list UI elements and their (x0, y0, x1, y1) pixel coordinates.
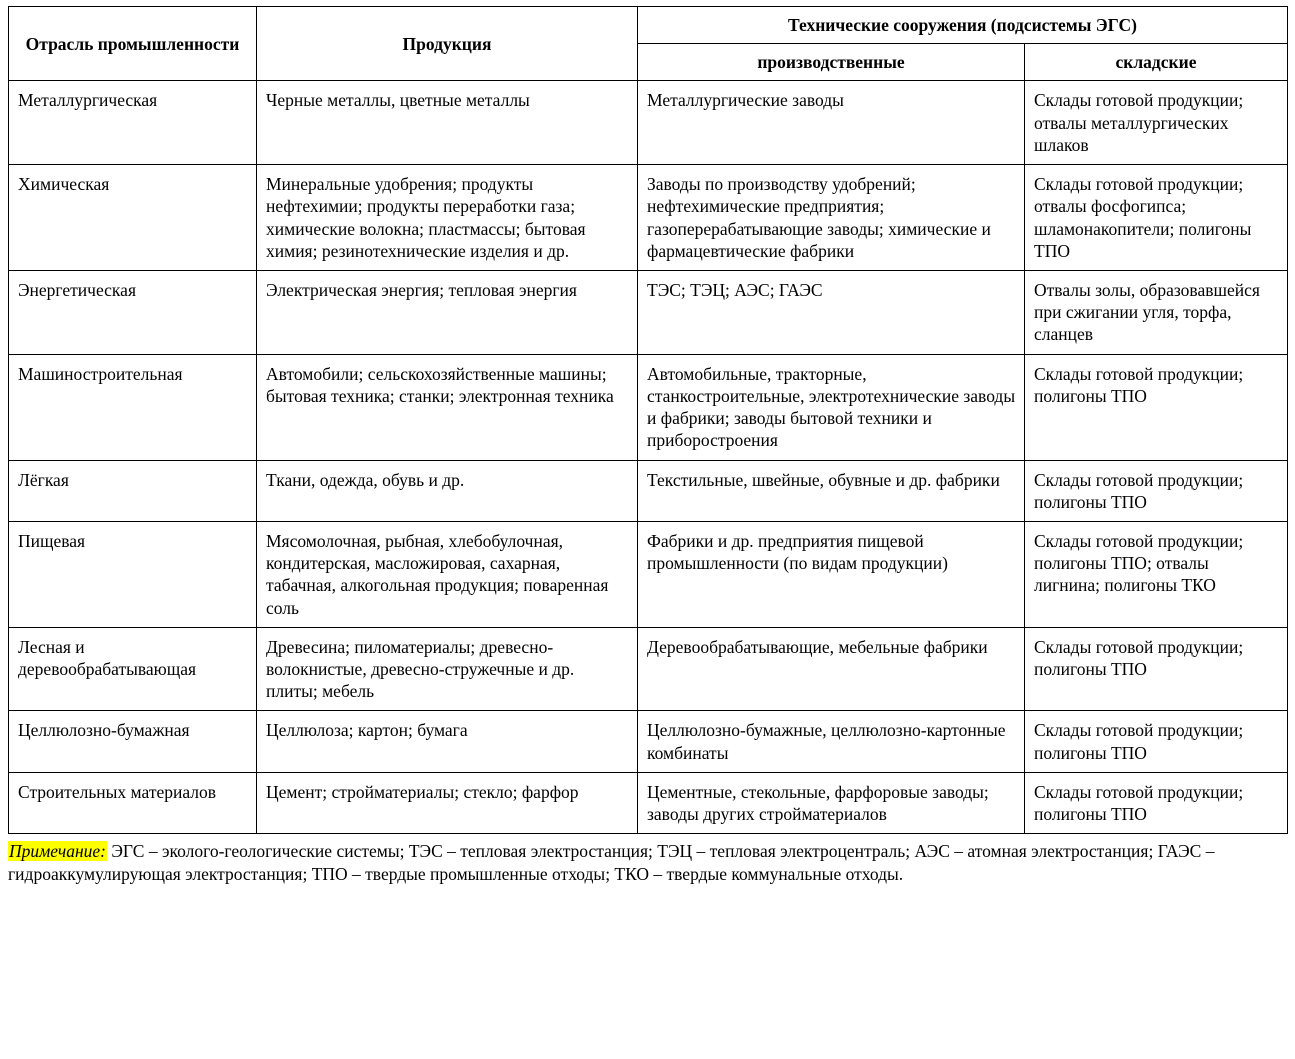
cell-storage: Склады готовой продукции; отвалы металлургических шлаков (1025, 81, 1288, 165)
cell-products: Целлюлоза; картон; бумага (257, 711, 638, 772)
cell-branch: Машиностроительная (9, 354, 257, 460)
cell-products: Электрическая энергия; тепловая энергия (257, 270, 638, 354)
header-row-top (9, 7, 1288, 44)
cell-storage: Склады готовой продукции; полигоны ТПО (1025, 627, 1288, 711)
cell-production: Деревообрабатывающие, мебельные фабрики (638, 627, 1025, 711)
industry-table (8, 6, 1288, 834)
cell-products: Древесина; пиломатериалы; древесно-волокнистые, древесно-стружечные и др. плиты; мебель (257, 627, 638, 711)
table-header (9, 7, 1288, 81)
cell-storage: Склады готовой продукции; полигоны ТПО (1025, 711, 1288, 772)
header-products: Продукция (257, 7, 638, 81)
cell-production: Металлургические заводы (638, 81, 1025, 165)
table-row (9, 270, 1288, 354)
cell-branch: Энергетическая (9, 270, 257, 354)
note-text: ЭГС – эколого-геологические системы; ТЭС – тепловая электростанция; ТЭЦ – тепловая электроцентраль; АЭС – атомная электростанция; ГАЭС – гидроаккумулирующая электростанция; ТПО – твердые промышленные отходы; ТКО – твердые коммунальные отходы. (8, 841, 1215, 885)
table-row (9, 354, 1288, 460)
header-production: производственные (638, 44, 1025, 81)
cell-products: Автомобили; сельскохозяйственные машины; бытовая техника; станки; электронная техника (257, 354, 638, 460)
table-row (9, 460, 1288, 521)
cell-branch: Пищевая (9, 521, 257, 627)
cell-branch: Химическая (9, 165, 257, 271)
cell-products: Ткани, одежда, обувь и др. (257, 460, 638, 521)
cell-branch: Металлургическая (9, 81, 257, 165)
cell-branch: Лёгкая (9, 460, 257, 521)
cell-products: Минеральные удобрения; продукты нефтехимии; продукты переработки газа; химические волокна; пластмассы; бытовая химия; резинотехнические изделия и др. (257, 165, 638, 271)
table-row (9, 81, 1288, 165)
cell-storage: Склады готовой продукции; отвалы фосфогипса; шламонакопители; полигоны ТПО (1025, 165, 1288, 271)
table-body (9, 81, 1288, 834)
cell-production: Фабрики и др. предприятия пищевой промышленности (по видам продукции) (638, 521, 1025, 627)
cell-storage: Склады готовой продукции; полигоны ТПО (1025, 354, 1288, 460)
cell-storage: Склады готовой продукции; полигоны ТПО (1025, 460, 1288, 521)
cell-production: ТЭС; ТЭЦ; АЭС; ГАЭС (638, 270, 1025, 354)
cell-production: Заводы по производству удобрений; нефтехимические предприятия; газоперерабатывающие заводы; химические и фармацевтические фабрики (638, 165, 1025, 271)
cell-branch: Строительных материалов (9, 772, 257, 833)
table-row (9, 165, 1288, 271)
cell-storage: Склады готовой продукции; полигоны ТПО (1025, 772, 1288, 833)
cell-branch: Лесная и деревообрабатывающая (9, 627, 257, 711)
cell-branch: Целлюлозно-бумажная (9, 711, 257, 772)
header-branch: Отрасль промышленности (9, 7, 257, 81)
cell-storage: Склады готовой продукции; полигоны ТПО; отвалы лигнина; полигоны ТКО (1025, 521, 1288, 627)
note-label: Примечание: (9, 841, 106, 862)
cell-production: Автомобильные, тракторные, станкостроительные, электротехнические заводы и фабрики; заводы бытовой техники и приборостроения (638, 354, 1025, 460)
table-row (9, 711, 1288, 772)
header-structures: Технические сооружения (подсистемы ЭГС) (638, 7, 1288, 44)
table-row (9, 521, 1288, 627)
table-row (9, 627, 1288, 711)
cell-products: Черные металлы, цветные металлы (257, 81, 638, 165)
header-storage: складские (1025, 44, 1288, 81)
cell-production: Текстильные, швейные, обувные и др. фабрики (638, 460, 1025, 521)
cell-products: Мясомолочная, рыбная, хлебобулочная, кондитерская, масложировая, сахарная, табачная, алкогольная продукция; поваренная соль (257, 521, 638, 627)
cell-production: Целлюлозно-бумажные, целлюлозно-картонные комбинаты (638, 711, 1025, 772)
cell-storage: Отвалы золы, образовавшейся при сжигании угля, торфа, сланцев (1025, 270, 1288, 354)
cell-products: Цемент; стройматериалы; стекло; фарфор (257, 772, 638, 833)
cell-production: Цементные, стекольные, фарфоровые заводы; заводы других стройматериалов (638, 772, 1025, 833)
table-row (9, 772, 1288, 833)
table-note (8, 840, 1287, 886)
